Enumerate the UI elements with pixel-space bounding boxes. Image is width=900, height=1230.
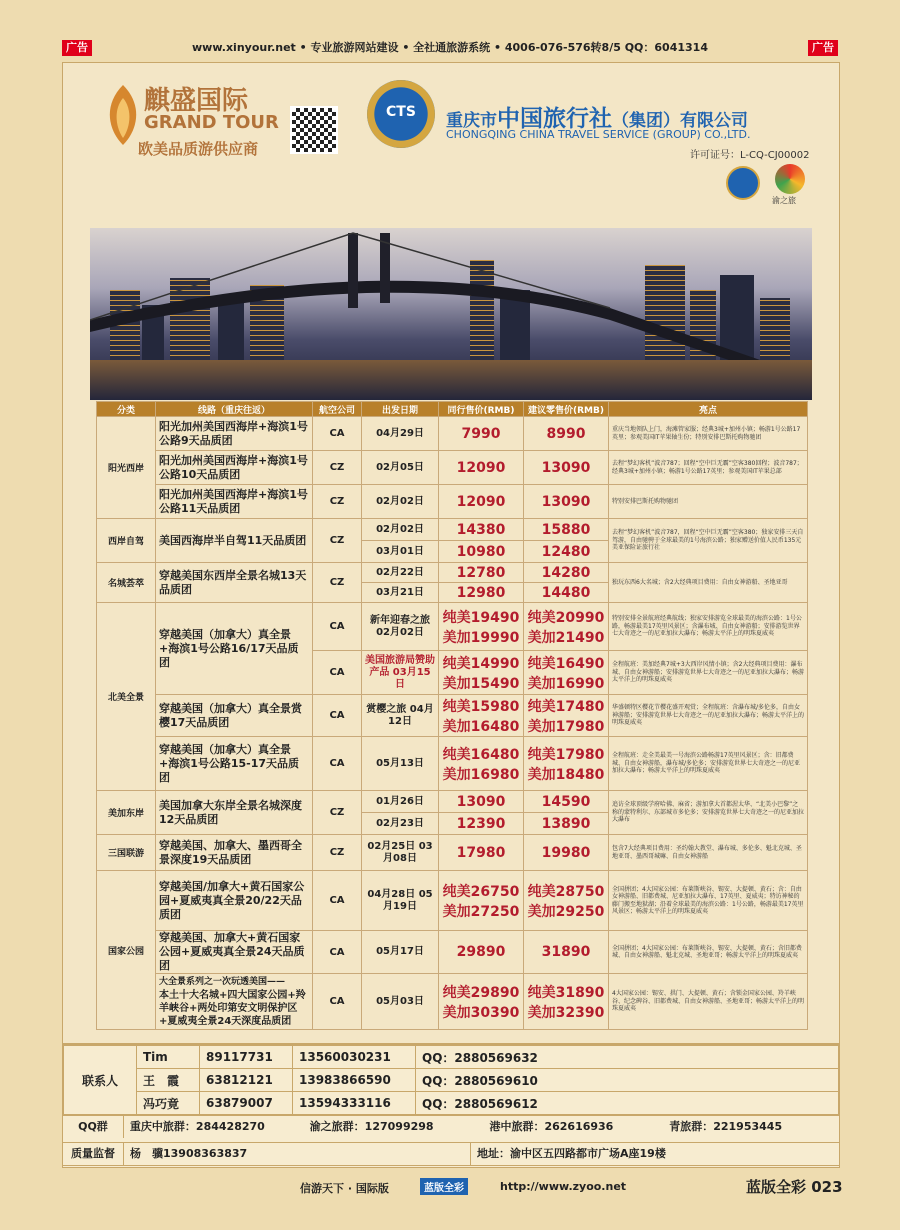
route-cell: 阳光加州美国西海岸+海滨1号公路11天品质团 [156, 485, 313, 519]
trade-price-cell: 纯美29890 美加30390 [439, 974, 524, 1030]
date-cell: 新年迎春之旅 02月02日 [362, 603, 439, 651]
category-cell: 美加东岸 [97, 791, 156, 835]
route-cell: 穿越美国（加拿大）真全景赏樱17天品质团 [156, 695, 313, 737]
highlight-cell: 全程航班：走全美最美一号海滨公路畅游17英里风景区；含：旧都费城、自由女神游船，瀑布城/多伦多；安排游览世界七大奇迹之一的尼亚加拉大瀑布；畅游太平洋上的明珠夏威夷 [609, 737, 808, 791]
airline-cell: CA [313, 695, 362, 737]
trade-price-cell: 17980 [439, 835, 524, 871]
table-row [97, 791, 808, 813]
date-cell: 02月02日 [362, 485, 439, 519]
supervise-label: 质量监督 [63, 1143, 124, 1165]
contact-row [64, 1046, 839, 1069]
trade-price-cell: 纯美15980 美加16480 [439, 695, 524, 737]
contact-phone: 63812121 [200, 1069, 293, 1092]
highlight-cell: 重庆当地领队上门，海滩管家服；经典3城+加州小镇；畅游1号公路17英里；参观美国IT苹果轴生份；特别安排巴斯托购物驰团 [609, 417, 808, 451]
date-cell: 05月03日 [362, 974, 439, 1030]
airline-cell: CZ [313, 451, 362, 485]
table-row [97, 695, 808, 737]
airline-cell: CA [313, 931, 362, 974]
tour-price-table [96, 401, 808, 1030]
route-cell: 美国加拿大东岸全景名城深度12天品质团 [156, 791, 313, 835]
bottom-badge: 蓝版全彩 [420, 1178, 468, 1195]
trade-price-cell: 14380 [439, 519, 524, 541]
date-cell: 02月05日 [362, 451, 439, 485]
page-number: 蓝版全彩 023 [746, 1178, 843, 1196]
date-cell: 01月26日 [362, 791, 439, 813]
retail-price-cell: 13090 [524, 451, 609, 485]
contact-mobile: 13983866590 [293, 1069, 416, 1092]
retail-price-cell: 14590 [524, 791, 609, 813]
airline-cell: CZ [313, 485, 362, 519]
header-category: 分类 [97, 402, 156, 417]
table-row [97, 485, 808, 519]
retail-price-cell: 8990 [524, 417, 609, 451]
qr-code [290, 106, 338, 154]
date-cell: 02月25日 03月08日 [362, 835, 439, 871]
category-cell: 阳光西岸 [97, 417, 156, 519]
contact-qq: QQ：2880569632 [416, 1046, 839, 1069]
airline-cell: CA [313, 871, 362, 931]
trade-price-cell: 纯美19490 美加19990 [439, 603, 524, 651]
contact-name: 冯巧竟 [137, 1092, 200, 1115]
city-skyline-photo [90, 228, 812, 400]
highlight-cell: 华盛顿特区樱花节樱花盛开观赏；全程航班：含瀑布城/多伦多，自由女神游船；安排游览世界七大奇迹之一的尼亚加拉大瀑布；畅游太平洋上的明珠夏威夷 [609, 695, 808, 737]
brand-name-en: GRAND TOUR [144, 112, 279, 133]
ad-tag-right: 广告 [808, 40, 838, 56]
highlight-cell: 去程“梦幻客机”波音787，回程“空中巨无霸”空客380；独家安排三天自驾游，自由驰骋于全球最美的1号海滨公路；独家赠送价值人民币135元美亚保险证旅行社 [609, 519, 808, 563]
retail-price-cell: 纯美28750 美加29250 [524, 871, 609, 931]
table-row [97, 931, 808, 974]
cts-small-logo [726, 166, 760, 200]
cts-logo: CTS [367, 80, 435, 148]
route-cell: 美国西海岸半自驾11天品质团 [156, 519, 313, 563]
contact-mobile: 13594333116 [293, 1092, 416, 1115]
highlight-cell: 去程“梦幻客机”波音787；回程“空中巨无霸”空客380回程；波音787；经典3城+加州小镇；畅游1号公路17英里；参观美国IT苹果总部 [609, 451, 808, 485]
highlight-cell: 4大国家公园：锡安、拱门、大提顿、黄石；含锁金国家公园、羚羊峡谷、纪念碑谷、旧都费城、自由女神游船、圣地亚哥；畅游太平洋上的明珠夏威夷 [609, 974, 808, 1030]
retail-price-cell: 纯美20990 美加21490 [524, 603, 609, 651]
highlight-cell: 全程航班：美加经典7城+3大西岸风情小镇；含2大经典项目费用：瀑布城、自由女神游船；安排游览世界七大奇迹之一的尼亚加拉大瀑布；畅游太平洋上的明珠夏威夷 [609, 651, 808, 695]
table-row [97, 417, 808, 451]
table-row [97, 871, 808, 931]
trade-price-cell: 12090 [439, 451, 524, 485]
retail-price-cell: 纯美17480 美加17980 [524, 695, 609, 737]
trade-price-cell: 12390 [439, 813, 524, 835]
date-cell: 04月29日 [362, 417, 439, 451]
airline-cell: CZ [313, 519, 362, 563]
qq-group: 渝之旅群：127099298 [309, 1120, 434, 1133]
table-header-row [97, 402, 808, 417]
table-row [97, 974, 808, 1030]
bottom-url: http://www.zyoo.net [500, 1180, 627, 1193]
supervise-row [62, 1142, 840, 1166]
date-cell: 05月17日 [362, 931, 439, 974]
trade-price-cell: 纯美14990 美加15490 [439, 651, 524, 695]
date-cell: 赏樱之旅 04月12日 [362, 695, 439, 737]
contact-name: 王 霞 [137, 1069, 200, 1092]
contact-label: 联系人 [64, 1046, 137, 1115]
date-cell: 02月02日 [362, 519, 439, 541]
trade-price-cell: 12980 [439, 583, 524, 603]
contact-phone: 89117731 [200, 1046, 293, 1069]
brand-slogan: 欧美品质游供应商 [138, 140, 259, 158]
highlight-cell: 全国拼团；4大国家公园：布莱斯峡谷、锡安、大提顿、黄石；含旧都费城、自由女神游船、魁北克城、圣地亚哥；畅游太平洋上的明珠夏威夷 [609, 931, 808, 974]
airline-cell: CA [313, 417, 362, 451]
contact-qq: QQ：2880569612 [416, 1092, 839, 1115]
category-cell: 北美全景 [97, 603, 156, 791]
supervisor: 杨 骥13908363837 [124, 1143, 471, 1165]
date-cell: 03月21日 [362, 583, 439, 603]
retail-price-cell: 13890 [524, 813, 609, 835]
date-cell: 03月01日 [362, 541, 439, 563]
license-number: 许可证号：L-CQ-CJ00002 [690, 150, 810, 161]
header-route: 线路（重庆往返） [156, 402, 313, 417]
trade-price-cell: 12090 [439, 485, 524, 519]
trade-price-cell: 10980 [439, 541, 524, 563]
highlight-cell: 特别安排全景航班经典航线；独家安排游览全球最美的海滨公路：1号公路，畅游最美17英里风景区；含瀑布城、自由女神游船；安排游览世界七大奇迹之一的尼亚加拉大瀑布；畅游太平洋上的明珠夏威夷 [609, 603, 808, 651]
route-cell: 穿越美国（加拿大）真全景+海滨1号公路15-17天品质团 [156, 737, 313, 791]
contact-qq: QQ：2880569610 [416, 1069, 839, 1092]
route-cell: 穿越美国/加拿大+黄石国家公园+夏威夷真全景20/22天品质团 [156, 871, 313, 931]
retail-price-cell: 13090 [524, 485, 609, 519]
airline-cell: CZ [313, 791, 362, 835]
table-row [97, 835, 808, 871]
table-row [97, 451, 808, 485]
qq-group-label: QQ群 [63, 1116, 124, 1138]
trade-price-cell: 纯美26750 美加27250 [439, 871, 524, 931]
contact-row [64, 1092, 839, 1115]
qq-group: 港中旅群：262616936 [489, 1120, 614, 1133]
date-cell: 05月13日 [362, 737, 439, 791]
date-cell: 02月22日 [362, 563, 439, 583]
brand-name-cn: 麒盛国际 [144, 86, 249, 116]
highlight-cell: 独玩东西6大名城；含2大经典项目费用：自由女神游船、圣地亚哥 [609, 563, 808, 603]
retail-price-cell: 14480 [524, 583, 609, 603]
route-cell: 穿越美国、加拿大+黄石国家公园+夏威夷真全景24天品质团 [156, 931, 313, 974]
company-name-cn: 重庆市中国旅行社（集团）有限公司 [446, 105, 748, 132]
header-airline: 航空公司 [313, 402, 362, 417]
route-cell: 阳光加州美国西海岸+海滨1号公路10天品质团 [156, 451, 313, 485]
trade-price-cell: 29890 [439, 931, 524, 974]
qq-group: 青旅群：221953445 [669, 1120, 783, 1133]
retail-price-cell: 纯美16490 美加16990 [524, 651, 609, 695]
trade-price-cell: 7990 [439, 417, 524, 451]
highlight-cell: 追访全球顶级学府哈佛、麻省；游加拿大首都渥太华、“北美小巴黎”之称的蒙特利尔、东部城市多伦多；安排游览世界七大奇迹之一的尼亚加拉大瀑布 [609, 791, 808, 835]
category-cell: 名城荟萃 [97, 563, 156, 603]
retail-price-cell: 12480 [524, 541, 609, 563]
grand-tour-logo [98, 80, 288, 175]
top-bar-text: www.xinyour.net • 专业旅游网站建设 • 全社通旅游系统 • 4006-076-576转8/5 QQ：6041314 [192, 41, 708, 54]
retail-price-cell: 19980 [524, 835, 609, 871]
table-row [97, 519, 808, 541]
bottom-slogan: 信游天下 · 国际版 [300, 1182, 389, 1195]
trade-price-cell: 纯美16480 美加16980 [439, 737, 524, 791]
date-cell: 02月23日 [362, 813, 439, 835]
airline-cell: CA [313, 737, 362, 791]
route-cell: 穿越美国、加拿大、墨西哥全景深度19天品质团 [156, 835, 313, 871]
header-highlights: 亮点 [609, 402, 808, 417]
contact-name: Tim [137, 1046, 200, 1069]
airline-cell: CA [313, 974, 362, 1030]
trade-price-cell: 12780 [439, 563, 524, 583]
yuzhilv-logo [775, 164, 805, 194]
category-cell: 国家公园 [97, 871, 156, 1030]
contact-mobile: 13560030231 [293, 1046, 416, 1069]
retail-price-cell: 15880 [524, 519, 609, 541]
ad-tag-left: 广告 [62, 40, 92, 56]
contact-phone: 63879007 [200, 1092, 293, 1115]
trade-price-cell: 13090 [439, 791, 524, 813]
route-cell: 穿越美国东西岸全景名城13天品质团 [156, 563, 313, 603]
date-cell: 04月28日 05月19日 [362, 871, 439, 931]
retail-price-cell: 31890 [524, 931, 609, 974]
header-retail-price: 建议零售价(RMB) [524, 402, 609, 417]
route-cell: 穿越美国（加拿大）真全景+海滨1号公路16/17天品质团 [156, 603, 313, 695]
company-name-en: CHONGQING CHINA TRAVEL SERVICE (GROUP) CO.,LTD. [446, 128, 751, 141]
category-cell: 三国联游 [97, 835, 156, 871]
table-row [97, 737, 808, 791]
airline-cell: CZ [313, 563, 362, 603]
airline-cell: CA [313, 651, 362, 695]
retail-price-cell: 14280 [524, 563, 609, 583]
highlight-cell: 全国拼团；4大国家公园：布莱斯峡谷、锡安、大提顿、黄石；含：自由女神游船、旧都费城、尼亚加拉大瀑布、17英里、夏威夷；特访神秘的藤门搬至地狱湖；沿着全球最美的海滨公路：1号公路，畅游最美17英里风景区；畅游太平洋上的明珠夏威夷 [609, 871, 808, 931]
highlight-cell: 包含7大经典项目费用：圣约翰大教堂、瀑布城、多伦多、魁北克城、圣地亚哥、墨西哥城嘛、自由女神游船 [609, 835, 808, 871]
airline-cell: CA [313, 603, 362, 651]
table-row [97, 563, 808, 583]
route-cell: 阳光加州美国西海岸+海滨1号公路9天品质团 [156, 417, 313, 451]
retail-price-cell: 纯美31890 美加32390 [524, 974, 609, 1030]
retail-price-cell: 纯美17980 美加18480 [524, 737, 609, 791]
highlight-cell: 特别安排巴斯托购物驰团 [609, 485, 808, 519]
qq-group: 重庆中旅群：284428270 [129, 1120, 265, 1133]
date-cell: 美国旅游局赞助产品 03月15日 [362, 651, 439, 695]
route-cell: 大全景系列之一次玩透美国—— 本土十大名城+四大国家公园+羚羊峡谷+两处印第安文明保护区+夏威夷全景24天深度品质团 [156, 974, 313, 1030]
category-cell: 西岸自驾 [97, 519, 156, 563]
yuzhilv-label: 渝之旅 [772, 196, 796, 205]
qq-group-row [63, 1115, 839, 1138]
table-row [97, 603, 808, 651]
contact-row [64, 1069, 839, 1092]
address: 地址：渝中区五四路都市广场A座19楼 [477, 1147, 666, 1160]
airline-cell: CZ [313, 835, 362, 871]
header-trade-price: 同行售价(RMB) [439, 402, 524, 417]
header-date: 出发日期 [362, 402, 439, 417]
